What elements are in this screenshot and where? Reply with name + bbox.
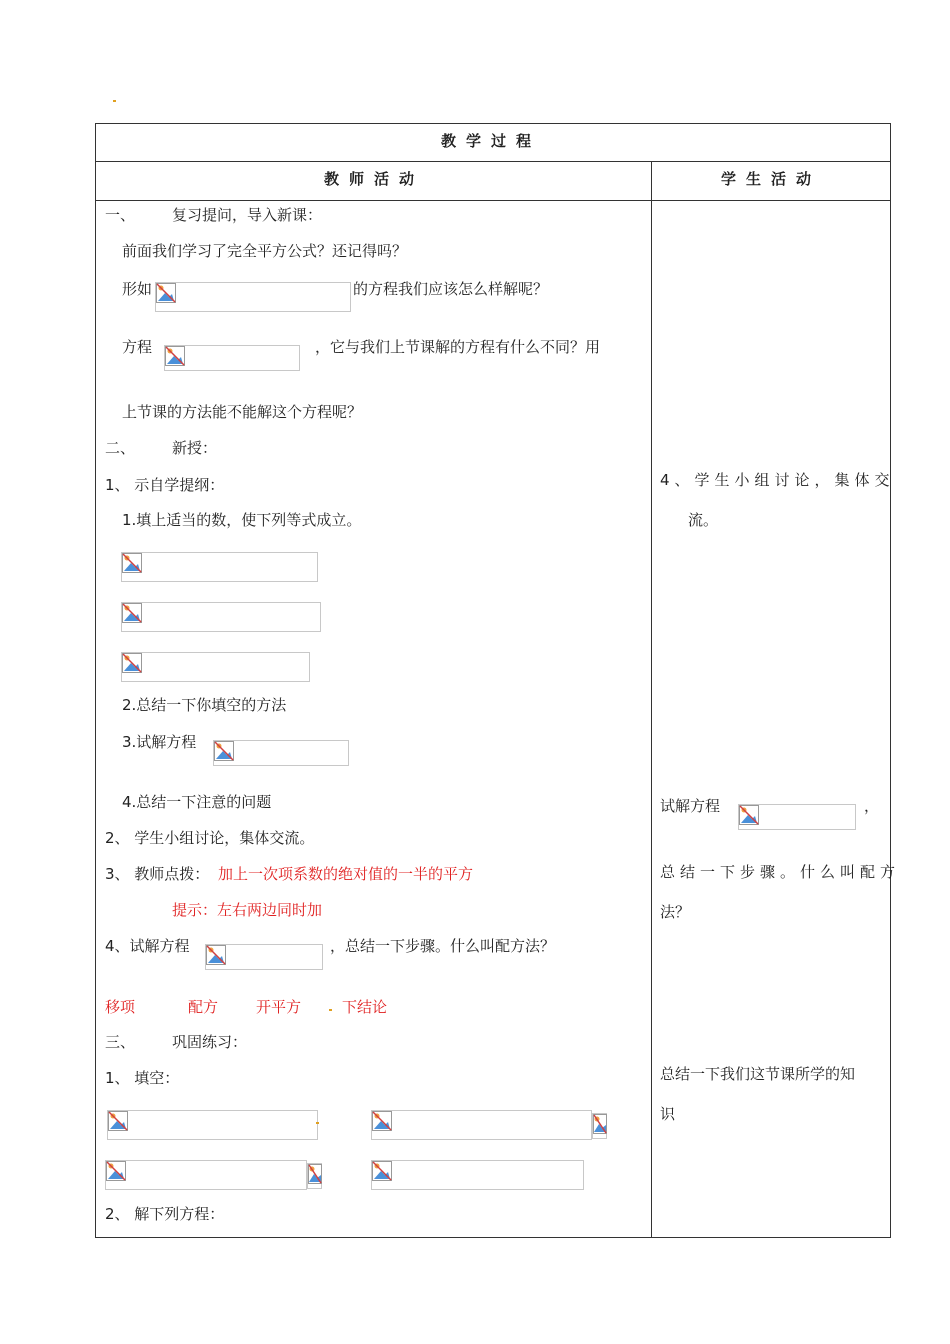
broken-image-icon bbox=[372, 1111, 392, 1131]
step-label: 移项 bbox=[105, 998, 136, 1016]
step-label: 配方 bbox=[188, 998, 219, 1016]
broken-image-icon bbox=[122, 603, 142, 623]
question-text: 方程 bbox=[122, 338, 153, 356]
formula-image bbox=[307, 1163, 322, 1189]
student-activity: 试解方程 bbox=[660, 797, 721, 815]
key-point: 加上一次项系数的绝对值的一半的平方 bbox=[218, 865, 474, 883]
list-item: 1.填上适当的数，使下列等式成立。 bbox=[122, 511, 362, 529]
broken-image-icon bbox=[156, 283, 176, 303]
formula-image bbox=[121, 652, 310, 682]
section-title: 复习提问，导入新课： bbox=[172, 206, 323, 224]
list-item: ，总结一下步骤。什么叫配方法？ bbox=[330, 937, 556, 955]
question-text: 上节课的方法能不能解这个方程呢？ bbox=[122, 403, 363, 421]
student-activity: 总结一下我们这节课所学的知 bbox=[660, 1065, 856, 1083]
column-divider bbox=[651, 162, 652, 1237]
formula-image bbox=[213, 740, 349, 766]
list-item: 1、 填空： bbox=[105, 1069, 180, 1087]
formula-image bbox=[107, 1110, 318, 1140]
formula-image bbox=[371, 1160, 584, 1190]
student-activity: 流。 bbox=[688, 511, 719, 529]
formula-image bbox=[121, 602, 321, 632]
broken-image-icon bbox=[108, 1111, 128, 1131]
broken-image-icon bbox=[308, 1164, 322, 1184]
student-activity: 法？ bbox=[660, 903, 691, 921]
decorative-dot bbox=[329, 1009, 332, 1011]
formula-image bbox=[592, 1113, 607, 1139]
broken-image-icon bbox=[122, 653, 142, 673]
student-activity: 识 bbox=[660, 1105, 676, 1123]
row-divider bbox=[96, 161, 890, 162]
row-divider bbox=[96, 200, 890, 201]
teacher-column-header: 教师活动 bbox=[324, 170, 425, 188]
table-title: 教学过程 bbox=[441, 132, 542, 150]
student-column-header: 学生活动 bbox=[721, 170, 822, 188]
broken-image-icon bbox=[165, 346, 185, 366]
broken-image-icon bbox=[106, 1161, 126, 1181]
step-label: 下结论 bbox=[342, 998, 388, 1016]
hint-text: 提示：左右两边同时加 bbox=[172, 901, 323, 919]
broken-image-icon bbox=[372, 1161, 392, 1181]
formula-image bbox=[164, 345, 300, 371]
student-activity: 总结一下步骤。什么叫配方 bbox=[660, 863, 901, 881]
student-activity: ， bbox=[864, 797, 880, 815]
list-item: 2、 解下列方程： bbox=[105, 1205, 225, 1223]
broken-image-icon bbox=[739, 805, 759, 825]
section-number: 二、 bbox=[105, 439, 136, 457]
formula-image bbox=[105, 1160, 307, 1190]
list-item: 4.总结一下注意的问题 bbox=[122, 793, 272, 811]
formula-image bbox=[738, 804, 856, 830]
broken-image-icon bbox=[206, 945, 226, 965]
question-text: 形如 bbox=[122, 280, 153, 298]
formula-image bbox=[155, 282, 351, 312]
step-label: 开平方 bbox=[256, 998, 302, 1016]
question-text: ，它与我们上节课解的方程有什么不同？用 bbox=[315, 338, 601, 356]
formula-image bbox=[121, 552, 318, 582]
question-text: 前面我们学习了完全平方公式？还记得吗？ bbox=[122, 242, 408, 260]
list-item: 2.总结一下你填空的方法 bbox=[122, 696, 287, 714]
question-text: 的方程我们应该怎么样解呢？ bbox=[353, 280, 549, 298]
section-number: 三、 bbox=[105, 1033, 136, 1051]
decorative-dot bbox=[316, 1122, 319, 1124]
list-item: 2、 学生小组讨论，集体交流。 bbox=[105, 829, 315, 847]
formula-image bbox=[205, 944, 323, 970]
section-number: 一、 bbox=[105, 206, 136, 224]
formula-image bbox=[371, 1110, 592, 1140]
list-item: 1、 示自学提纲： bbox=[105, 476, 225, 494]
broken-image-icon bbox=[122, 553, 142, 573]
decorative-dot bbox=[113, 100, 116, 102]
list-item: 3.试解方程 bbox=[122, 733, 197, 751]
broken-image-icon bbox=[593, 1114, 607, 1134]
section-title: 新授： bbox=[172, 439, 218, 457]
section-title: 巩固练习： bbox=[172, 1033, 248, 1051]
list-item: 4、试解方程 bbox=[105, 937, 190, 955]
list-item: 3、 教师点拨： bbox=[105, 865, 210, 883]
student-activity: 4、学生小组讨论，集体交 bbox=[660, 471, 895, 489]
broken-image-icon bbox=[214, 741, 234, 761]
